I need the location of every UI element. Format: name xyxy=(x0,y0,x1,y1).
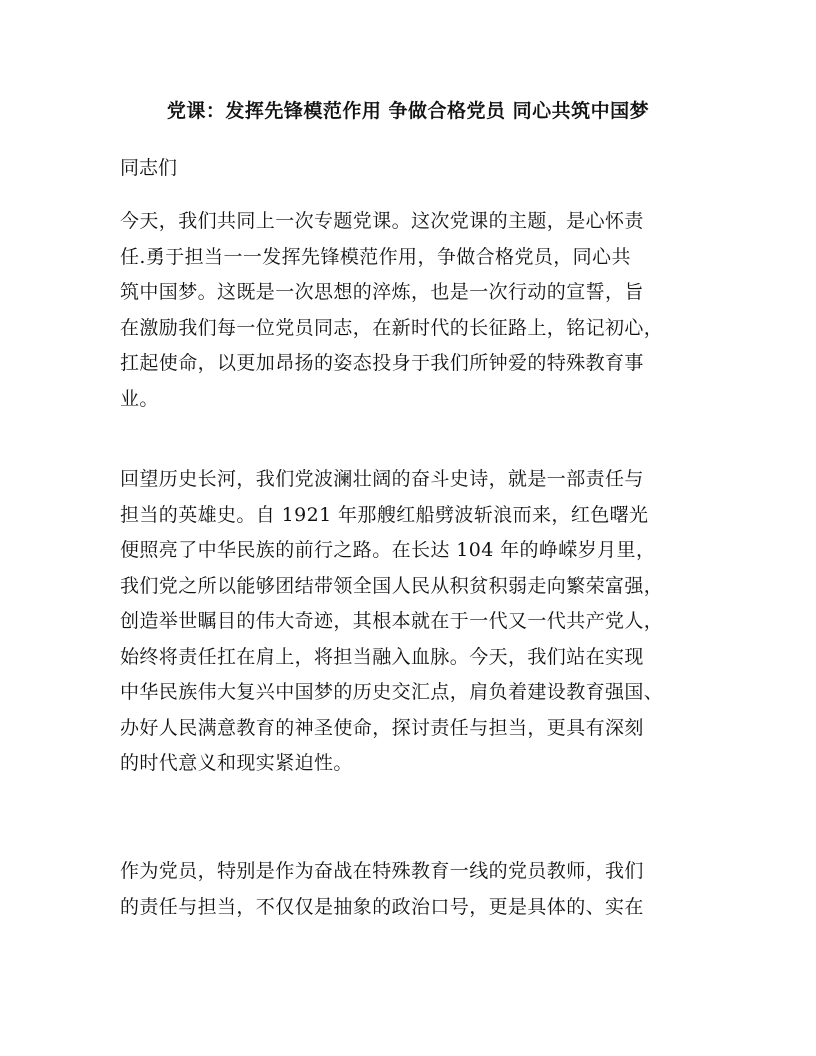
text-line: 扛起使命，以更加昂扬的姿态投身于我们所钟爱的特殊教育事 xyxy=(120,352,644,374)
text-line: 便照亮了中华民族的前行之路。在长达 104 年的峥嵘岁月里， xyxy=(120,539,656,561)
text-line: 任.勇于担当一一发挥先锋模范作用，争做合格党员，同心共 xyxy=(120,245,631,268)
text-line: 我们党之所以能够团结带领全国人民从积贫积弱走向繁荣富强， xyxy=(120,574,664,597)
text-line: 创造举世瞩目的伟大奇迹，其根本就在于一代又一代共产党人， xyxy=(120,610,664,632)
text-line: 今天，我们共同上一次专题党课。这次党课的主题，是心怀责 xyxy=(120,210,644,232)
text-line: 的责任与担当，不仅仅是抽象的政治口号，更是具体的、实在 xyxy=(120,895,644,918)
paragraph-responsibility xyxy=(120,854,700,925)
text-line: 筑中国梦。这既是一次思想的淬炼，也是一次行动的宣誓，旨 xyxy=(120,281,644,303)
paragraph-history xyxy=(120,462,700,782)
text-line: 在激励我们每一位党员同志，在新时代的长征路上，铭记初心， xyxy=(120,316,664,339)
text-line: 始终将责任扛在肩上，将担当融入血脉。今天，我们站在实现 xyxy=(120,645,644,668)
text-line: 业。 xyxy=(120,387,159,410)
salutation: 同志们 xyxy=(120,157,178,179)
text-line: 作为党员，特别是作为奋战在特殊教育一线的党员教师，我们 xyxy=(120,860,644,882)
text-line: 中华民族伟大复兴中国梦的历史交汇点，肩负着建设教育强国、 xyxy=(120,681,664,703)
text-line: 办好人民满意教育的神圣使命，探讨责任与担当，更具有深刻 xyxy=(120,716,644,739)
paragraph-intro xyxy=(120,204,700,417)
text-line: 担当的英雄史。自 1921 年那艘红船劈波斩浪而来，红色曙光 xyxy=(120,503,649,526)
text-line: 的时代意义和现实紧迫性。 xyxy=(120,752,353,774)
text-line: 回望历史长河，我们党波澜壮阔的奋斗史诗，就是一部责任与 xyxy=(120,468,644,490)
document-title: 党课：发挥先锋模范作用 争做合格党员 同心共筑中国梦 xyxy=(166,100,650,122)
